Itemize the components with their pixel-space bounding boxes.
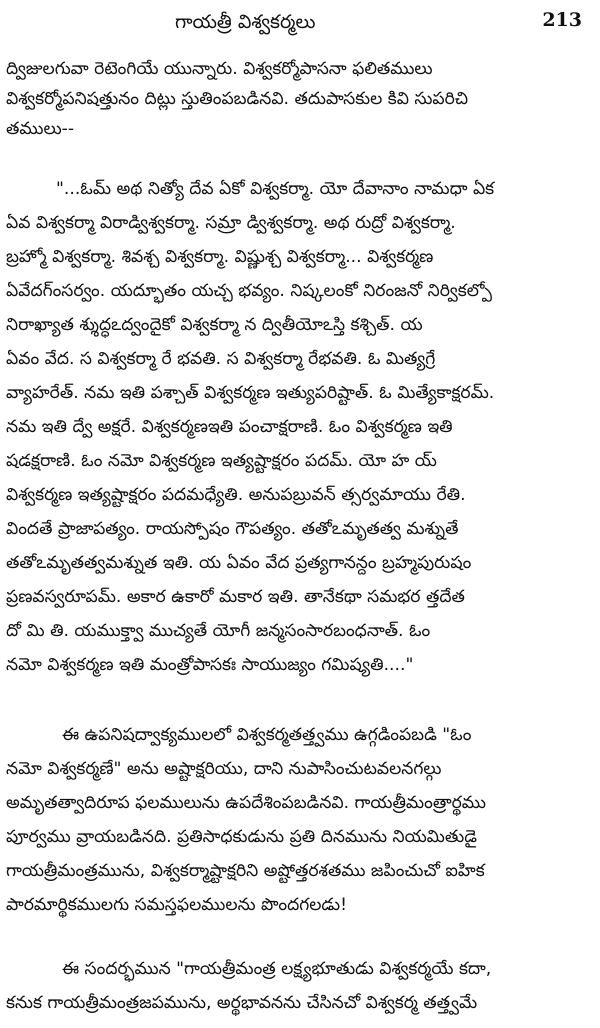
page-header [0, 4, 600, 38]
text-line: షడక్షరాణి. ఓం నమో విశ్వకర్మణ ఇత్యష్టాక్షరం పదమ్. యో హ య్ [6, 451, 437, 471]
text-line: వ్యాహరేత్. నమ ఇతి పశ్చాత్ విశ్వకర్మణ ఇత్యుపరిష్టాత్. ఓ మిత్యేకాక్షరమ్. [6, 383, 495, 403]
text-line: దో మి తి. యముక్త్వా ముచ్యతే యోగీ జన్మసంసారబంధనాత్. ఓం [6, 621, 431, 641]
text-line: విశ్వకర్మోపనిషత్తునం దిట్లు స్తుతింపబడినవి. తదుపాసకుల కివి సుపరిచి [6, 89, 469, 109]
text-line: అమృతత్వాదిరూప ఫలములును ఉపదేశింపబడినవి. గాయత్రీమంత్రార్థము [6, 793, 486, 813]
text-line: తతోఽమృతత్వమశ్నుత ఇతి. య ఏవం వేద ప్రత్యగానన్దం బ్రహ్మపురుషం [6, 553, 472, 573]
text-line: బ్రహ్మో విశ్వకర్మా. శివశ్చ విశ్వకర్మా. విష్ణుశ్చ విశ్వకర్మా... విశ్వకర్మణ [6, 247, 434, 267]
running-title: గాయత్రీ విశ్వకర్మలు [175, 11, 316, 33]
text-line: నిరాఖ్యాత శ్శుద్ధఽద్వందైకో విశ్వకర్మా న ద్వితీయోఽస్తి కశ్చిత్. య [6, 315, 423, 335]
text-line: "...ఓమ్ అథ నిత్యో దేవ ఏకో విశ్వకర్మా. యో దేవానాం నామధా ఏక [56, 179, 495, 199]
text-line: ఈ ఉపనిషద్వాక్యములలో విశ్వకర్మతత్త్వము ఉగ్గడింపబడి "ఓం [62, 725, 472, 745]
text-line: విశ్వకర్మణ ఇత్యష్టాక్షరం పదమధ్యేతి. అనుపబ్రువన్ త్సర్వమాయు రేతి. [6, 485, 466, 505]
text-line: పూర్వము వ్రాయబడినది. ప్రతిసాధకుడును ప్రతి దినమును నియమితుడై [6, 827, 477, 847]
page-number: 213 [542, 9, 582, 31]
text-line: ఏవం వేద. స విశ్వకర్మా రే భవతి. స విశ్వకర్మా రేభవతి. ఓ మిత్యగ్రే [6, 349, 436, 369]
text-line: కనుక గాయత్రీమంత్రజపమును, అర్థభావనను చేసినచో విశ్వకర్మ తత్త్వమే [6, 993, 478, 1013]
text-line: గాయత్రీమంత్రమును, విశ్వకర్మాష్టాక్షరిని అష్టోత్తరశతము జపించుచో ఐహిక [6, 861, 485, 881]
text-line: పారమార్థికములగు సమస్తఫలములను పొందగలడు! [6, 895, 347, 915]
text-line: నమో విశ్వకర్మణే" అను అష్టాక్షరియు, దాని నుపాసించుటవలనగల్గు [6, 759, 442, 779]
text-line: తములు-- [6, 119, 75, 139]
text-line: ఏవ విశ్వకర్మా విరాడ్విశ్వకర్మా. సమ్రా డ్విశ్వకర్మా. అథ రుద్రో విశ్వకర్మా. [6, 213, 456, 233]
text-line: ఈ సందర్భమున "గాయత్రీమంత్ర లక్ష్యభూతుడు విశ్వకర్మయే కదా, [62, 959, 492, 979]
text-line: ద్విజులగువా రెటెంగియే యున్నారు. విశ్వకర్మోపాసనా ఫలితములు [6, 59, 433, 79]
text-line: విందతే ప్రాజాపత్యం. రాయస్పోషం గౌపత్యం. తతోఽమృతత్వ మశ్నుతే [6, 519, 459, 539]
text-line: నమ ఇతి ద్వే అక్షరే. విశ్వకర్మణఇతి పంచాక్షరాణి. ఓం విశ్వకర్మణ ఇతి [6, 417, 453, 437]
text-line: నమో విశ్వకర్మణ ఇతి మంత్రోపాసకః సాయుజ్యం గమిష్యతి...." [6, 655, 414, 675]
text-line: ఏవేదగ్ంసర్వం. యద్భూతం యచ్చ భవ్యం. నిష్కలంకో నిరంజనో నిర్వికల్పో [6, 281, 492, 301]
text-line: ప్రణవస్వరూపమ్. అకార ఉకారో మకార ఇతి. తానేకథా సమభర త్తదేత [6, 587, 465, 607]
